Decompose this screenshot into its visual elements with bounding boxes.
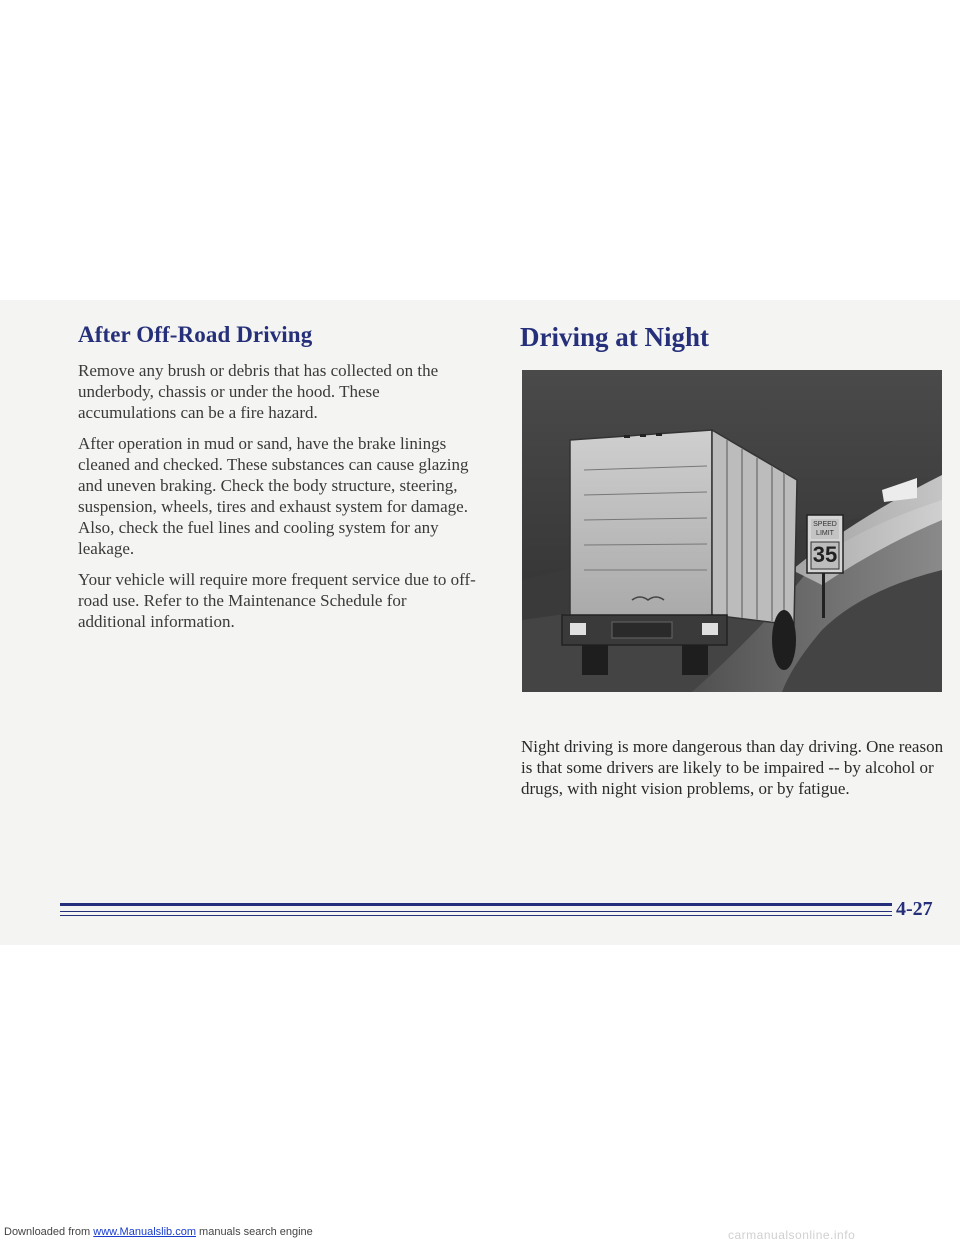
footer-rule-thick bbox=[60, 903, 892, 906]
page-number: 4-27 bbox=[896, 898, 933, 920]
paragraph-frequent-service: Your vehicle will require more frequent service due to off-road use. Refer to the Maintenance Schedule for additional information. bbox=[78, 570, 476, 631]
manualslib-link[interactable]: www.Manualslib.com bbox=[93, 1226, 196, 1238]
speed-sign-line1: SPEED bbox=[813, 521, 837, 528]
site-watermark: carmanualsonline.info bbox=[728, 1228, 856, 1242]
download-credit-suffix: manuals search engine bbox=[195, 1226, 313, 1238]
footer-rule-thin bbox=[60, 911, 892, 912]
section-heading-driving-at-night: Driving at Night bbox=[520, 322, 709, 352]
paragraph-remove-debris: Remove any brush or debris that has collected on the underbody, chassis or under the hood. These accumulations can be a fire hazard. bbox=[78, 361, 439, 422]
paragraph-after-mud-or-sand: After operation in mud or sand, have the brake linings cleaned and checked. These substances can cause glazing and uneven braking. Check the body structure, steering, suspension, wheels, tires and exhaust system for damage. Also, check the fuel lines and cooling system for any leakage. bbox=[78, 434, 469, 558]
speed-sign-number: 35 bbox=[812, 542, 838, 567]
speed-sign-line2: LIMIT bbox=[816, 530, 834, 537]
download-credit bbox=[4, 1226, 313, 1238]
paragraph-night-driving: Night driving is more dangerous than day driving. One reason is that some drivers are likely to be impaired -- by alcohol or drugs, with night vision problems, or by fatigue. bbox=[521, 737, 944, 798]
right-column bbox=[520, 322, 950, 365]
download-credit-prefix: Downloaded from bbox=[4, 1226, 94, 1238]
left-column bbox=[78, 322, 478, 642]
footer-rule-thin-2 bbox=[60, 915, 892, 916]
section-heading-after-off-road-driving: After Off-Road Driving bbox=[78, 322, 313, 347]
night-truck-illustration bbox=[522, 370, 942, 692]
